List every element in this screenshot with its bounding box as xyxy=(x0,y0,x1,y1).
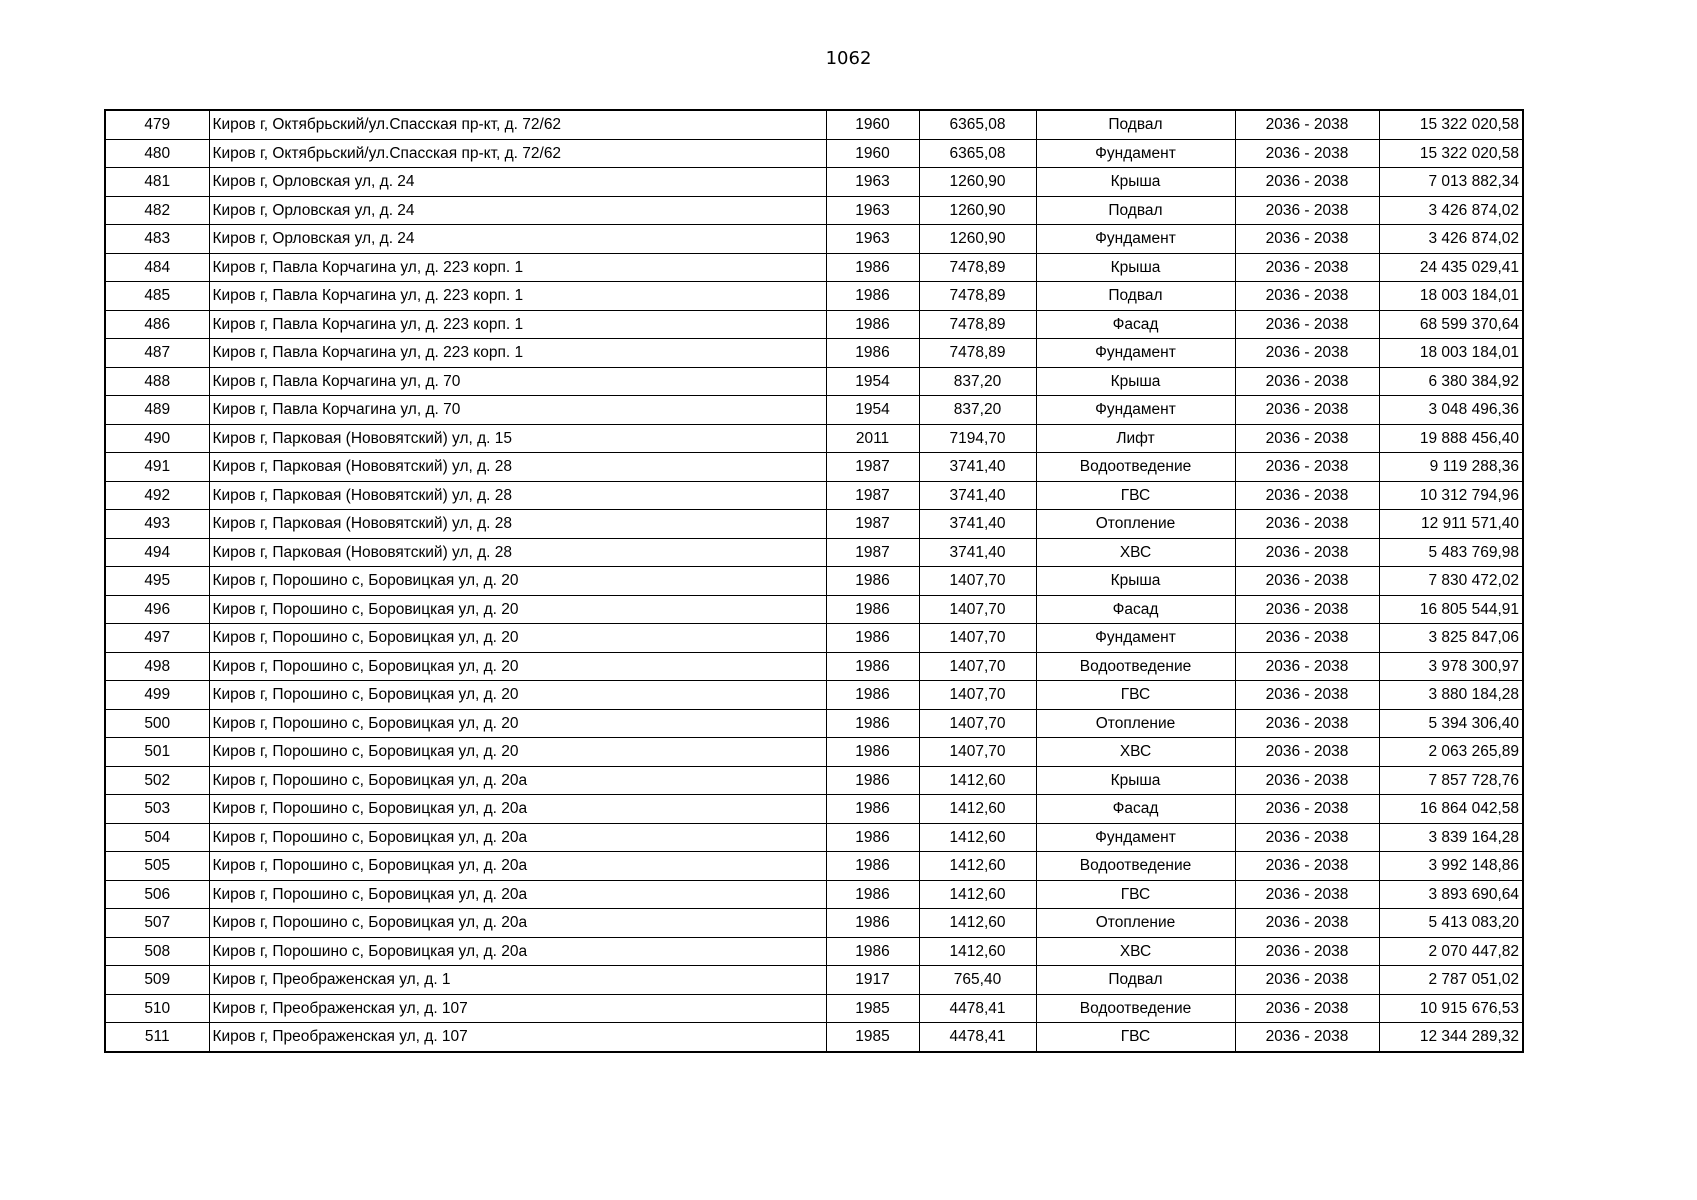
row-period: 2036 - 2038 xyxy=(1235,339,1379,368)
row-work-type: Подвал xyxy=(1036,966,1235,995)
row-area: 837,20 xyxy=(919,367,1036,396)
row-address: Киров г, Порошино с, Боровицкая ул, д. 20 xyxy=(209,681,826,710)
table-row xyxy=(105,937,1523,966)
table-row xyxy=(105,282,1523,311)
row-period: 2036 - 2038 xyxy=(1235,139,1379,168)
row-period: 2036 - 2038 xyxy=(1235,367,1379,396)
row-number: 481 xyxy=(105,168,209,197)
table-row xyxy=(105,624,1523,653)
table-row xyxy=(105,168,1523,197)
row-number: 487 xyxy=(105,339,209,368)
row-work-type: Крыша xyxy=(1036,367,1235,396)
row-address: Киров г, Преображенская ул, д. 1 xyxy=(209,966,826,995)
row-year: 1986 xyxy=(826,310,919,339)
row-number: 485 xyxy=(105,282,209,311)
row-address: Киров г, Порошино с, Боровицкая ул, д. 20а xyxy=(209,795,826,824)
table-row xyxy=(105,681,1523,710)
row-year: 1985 xyxy=(826,994,919,1023)
row-address: Киров г, Орловская ул, д. 24 xyxy=(209,168,826,197)
row-cost: 2 787 051,02 xyxy=(1379,966,1523,995)
table-row xyxy=(105,481,1523,510)
row-cost: 6 380 384,92 xyxy=(1379,367,1523,396)
row-work-type: Фундамент xyxy=(1036,396,1235,425)
row-address: Киров г, Павла Корчагина ул, д. 223 корп. 1 xyxy=(209,310,826,339)
row-address: Киров г, Парковая (Нововятский) ул, д. 28 xyxy=(209,538,826,567)
row-area: 1407,70 xyxy=(919,567,1036,596)
row-number: 504 xyxy=(105,823,209,852)
row-area: 3741,40 xyxy=(919,538,1036,567)
row-number: 501 xyxy=(105,738,209,767)
row-cost: 3 048 496,36 xyxy=(1379,396,1523,425)
row-year: 1986 xyxy=(826,880,919,909)
table-row xyxy=(105,110,1523,139)
row-cost: 3 978 300,97 xyxy=(1379,652,1523,681)
row-area: 1412,60 xyxy=(919,852,1036,881)
row-cost: 3 426 874,02 xyxy=(1379,196,1523,225)
row-address: Киров г, Порошино с, Боровицкая ул, д. 20 xyxy=(209,738,826,767)
row-year: 1963 xyxy=(826,225,919,254)
row-year: 1986 xyxy=(826,766,919,795)
row-year: 1986 xyxy=(826,823,919,852)
table-row xyxy=(105,510,1523,539)
row-year: 1987 xyxy=(826,453,919,482)
row-area: 1412,60 xyxy=(919,909,1036,938)
row-year: 1986 xyxy=(826,681,919,710)
table-row xyxy=(105,823,1523,852)
row-year: 1986 xyxy=(826,567,919,596)
row-address: Киров г, Павла Корчагина ул, д. 223 корп. 1 xyxy=(209,253,826,282)
row-address: Киров г, Октябрьский/ул.Спасская пр-кт, д. 72/62 xyxy=(209,110,826,139)
row-address: Киров г, Порошино с, Боровицкая ул, д. 20 xyxy=(209,624,826,653)
row-year: 1987 xyxy=(826,481,919,510)
row-cost: 7 857 728,76 xyxy=(1379,766,1523,795)
row-address: Киров г, Орловская ул, д. 24 xyxy=(209,196,826,225)
row-cost: 9 119 288,36 xyxy=(1379,453,1523,482)
row-address: Киров г, Порошино с, Боровицкая ул, д. 20 xyxy=(209,567,826,596)
row-cost: 5 483 769,98 xyxy=(1379,538,1523,567)
row-period: 2036 - 2038 xyxy=(1235,538,1379,567)
row-area: 7478,89 xyxy=(919,310,1036,339)
row-period: 2036 - 2038 xyxy=(1235,652,1379,681)
row-work-type: ХВС xyxy=(1036,937,1235,966)
row-work-type: ГВС xyxy=(1036,681,1235,710)
row-cost: 7 013 882,34 xyxy=(1379,168,1523,197)
row-work-type: Лифт xyxy=(1036,424,1235,453)
row-address: Киров г, Преображенская ул, д. 107 xyxy=(209,1023,826,1052)
row-address: Киров г, Парковая (Нововятский) ул, д. 28 xyxy=(209,510,826,539)
row-year: 1986 xyxy=(826,852,919,881)
row-cost: 3 893 690,64 xyxy=(1379,880,1523,909)
row-year: 1986 xyxy=(826,909,919,938)
table-row xyxy=(105,880,1523,909)
row-year: 1954 xyxy=(826,367,919,396)
row-period: 2036 - 2038 xyxy=(1235,595,1379,624)
table-row xyxy=(105,652,1523,681)
row-work-type: Крыша xyxy=(1036,766,1235,795)
row-area: 765,40 xyxy=(919,966,1036,995)
table-row xyxy=(105,738,1523,767)
row-year: 1986 xyxy=(826,652,919,681)
row-year: 1986 xyxy=(826,595,919,624)
row-period: 2036 - 2038 xyxy=(1235,510,1379,539)
row-year: 1954 xyxy=(826,396,919,425)
row-work-type: Подвал xyxy=(1036,196,1235,225)
row-number: 506 xyxy=(105,880,209,909)
row-period: 2036 - 2038 xyxy=(1235,795,1379,824)
row-work-type: Фундамент xyxy=(1036,339,1235,368)
row-cost: 3 880 184,28 xyxy=(1379,681,1523,710)
row-period: 2036 - 2038 xyxy=(1235,909,1379,938)
table-body xyxy=(105,110,1523,1052)
row-year: 1986 xyxy=(826,738,919,767)
row-area: 6365,08 xyxy=(919,139,1036,168)
row-address: Киров г, Павла Корчагина ул, д. 223 корп. 1 xyxy=(209,339,826,368)
row-area: 1412,60 xyxy=(919,766,1036,795)
row-work-type: Фундамент xyxy=(1036,624,1235,653)
row-area: 1260,90 xyxy=(919,168,1036,197)
row-work-type: Отопление xyxy=(1036,510,1235,539)
row-work-type: ГВС xyxy=(1036,481,1235,510)
row-number: 491 xyxy=(105,453,209,482)
row-number: 511 xyxy=(105,1023,209,1052)
row-address: Киров г, Порошино с, Боровицкая ул, д. 20 xyxy=(209,709,826,738)
row-period: 2036 - 2038 xyxy=(1235,481,1379,510)
table-row xyxy=(105,139,1523,168)
row-cost: 16 864 042,58 xyxy=(1379,795,1523,824)
row-year: 1986 xyxy=(826,624,919,653)
row-year: 1960 xyxy=(826,110,919,139)
row-address: Киров г, Порошино с, Боровицкая ул, д. 20 xyxy=(209,595,826,624)
row-year: 1917 xyxy=(826,966,919,995)
row-cost: 5 413 083,20 xyxy=(1379,909,1523,938)
row-number: 496 xyxy=(105,595,209,624)
row-cost: 12 911 571,40 xyxy=(1379,510,1523,539)
row-address: Киров г, Порошино с, Боровицкая ул, д. 20а xyxy=(209,852,826,881)
row-work-type: Водоотведение xyxy=(1036,852,1235,881)
row-work-type: Фасад xyxy=(1036,795,1235,824)
row-period: 2036 - 2038 xyxy=(1235,766,1379,795)
row-area: 1412,60 xyxy=(919,937,1036,966)
row-year: 1963 xyxy=(826,196,919,225)
row-work-type: Крыша xyxy=(1036,567,1235,596)
row-number: 488 xyxy=(105,367,209,396)
row-cost: 3 992 148,86 xyxy=(1379,852,1523,881)
table-row xyxy=(105,339,1523,368)
row-period: 2036 - 2038 xyxy=(1235,681,1379,710)
row-work-type: Водоотведение xyxy=(1036,994,1235,1023)
row-area: 1412,60 xyxy=(919,795,1036,824)
row-work-type: ГВС xyxy=(1036,1023,1235,1052)
row-work-type: ХВС xyxy=(1036,738,1235,767)
row-address: Киров г, Павла Корчагина ул, д. 223 корп. 1 xyxy=(209,282,826,311)
table-row xyxy=(105,766,1523,795)
row-area: 7194,70 xyxy=(919,424,1036,453)
row-year: 1963 xyxy=(826,168,919,197)
row-address: Киров г, Порошино с, Боровицкая ул, д. 20 xyxy=(209,652,826,681)
row-period: 2036 - 2038 xyxy=(1235,624,1379,653)
row-number: 480 xyxy=(105,139,209,168)
row-work-type: Фасад xyxy=(1036,310,1235,339)
row-period: 2036 - 2038 xyxy=(1235,1023,1379,1052)
table-row xyxy=(105,424,1523,453)
row-address: Киров г, Парковая (Нововятский) ул, д. 28 xyxy=(209,481,826,510)
row-year: 1986 xyxy=(826,795,919,824)
row-period: 2036 - 2038 xyxy=(1235,880,1379,909)
table-row xyxy=(105,795,1523,824)
row-address: Киров г, Парковая (Нововятский) ул, д. 28 xyxy=(209,453,826,482)
row-area: 1412,60 xyxy=(919,823,1036,852)
row-area: 1260,90 xyxy=(919,225,1036,254)
row-work-type: Фундамент xyxy=(1036,823,1235,852)
row-period: 2036 - 2038 xyxy=(1235,225,1379,254)
row-area: 1407,70 xyxy=(919,595,1036,624)
row-period: 2036 - 2038 xyxy=(1235,282,1379,311)
row-period: 2036 - 2038 xyxy=(1235,966,1379,995)
row-area: 4478,41 xyxy=(919,1023,1036,1052)
row-area: 1260,90 xyxy=(919,196,1036,225)
row-year: 1986 xyxy=(826,253,919,282)
table-row xyxy=(105,225,1523,254)
table-row xyxy=(105,567,1523,596)
row-period: 2036 - 2038 xyxy=(1235,453,1379,482)
table-row xyxy=(105,538,1523,567)
table-row xyxy=(105,196,1523,225)
row-number: 505 xyxy=(105,852,209,881)
row-area: 3741,40 xyxy=(919,510,1036,539)
table-row xyxy=(105,310,1523,339)
row-year: 2011 xyxy=(826,424,919,453)
table-row xyxy=(105,367,1523,396)
table-row xyxy=(105,595,1523,624)
row-cost: 24 435 029,41 xyxy=(1379,253,1523,282)
row-area: 1407,70 xyxy=(919,624,1036,653)
table-row xyxy=(105,852,1523,881)
row-area: 1412,60 xyxy=(919,880,1036,909)
row-address: Киров г, Порошино с, Боровицкая ул, д. 20а xyxy=(209,766,826,795)
row-number: 498 xyxy=(105,652,209,681)
row-number: 509 xyxy=(105,966,209,995)
row-year: 1987 xyxy=(826,510,919,539)
row-number: 484 xyxy=(105,253,209,282)
row-number: 490 xyxy=(105,424,209,453)
row-cost: 2 063 265,89 xyxy=(1379,738,1523,767)
row-period: 2036 - 2038 xyxy=(1235,310,1379,339)
row-number: 489 xyxy=(105,396,209,425)
row-number: 493 xyxy=(105,510,209,539)
row-work-type: Крыша xyxy=(1036,253,1235,282)
row-cost: 12 344 289,32 xyxy=(1379,1023,1523,1052)
row-area: 3741,40 xyxy=(919,453,1036,482)
row-cost: 7 830 472,02 xyxy=(1379,567,1523,596)
row-year: 1986 xyxy=(826,282,919,311)
row-period: 2036 - 2038 xyxy=(1235,852,1379,881)
row-year: 1986 xyxy=(826,937,919,966)
row-number: 483 xyxy=(105,225,209,254)
row-address: Киров г, Преображенская ул, д. 107 xyxy=(209,994,826,1023)
row-number: 495 xyxy=(105,567,209,596)
row-work-type: ХВС xyxy=(1036,538,1235,567)
row-year: 1986 xyxy=(826,709,919,738)
row-address: Киров г, Порошино с, Боровицкая ул, д. 20а xyxy=(209,937,826,966)
row-work-type: Подвал xyxy=(1036,282,1235,311)
row-work-type: Отопление xyxy=(1036,909,1235,938)
row-cost: 16 805 544,91 xyxy=(1379,595,1523,624)
row-cost: 15 322 020,58 xyxy=(1379,110,1523,139)
row-period: 2036 - 2038 xyxy=(1235,424,1379,453)
row-year: 1960 xyxy=(826,139,919,168)
row-work-type: Фундамент xyxy=(1036,225,1235,254)
row-cost: 3 839 164,28 xyxy=(1379,823,1523,852)
table-row xyxy=(105,253,1523,282)
row-number: 497 xyxy=(105,624,209,653)
row-year: 1987 xyxy=(826,538,919,567)
row-cost: 18 003 184,01 xyxy=(1379,282,1523,311)
row-number: 507 xyxy=(105,909,209,938)
row-area: 7478,89 xyxy=(919,339,1036,368)
data-table xyxy=(104,109,1524,1053)
row-area: 6365,08 xyxy=(919,110,1036,139)
row-work-type: Водоотведение xyxy=(1036,652,1235,681)
row-address: Киров г, Порошино с, Боровицкая ул, д. 20а xyxy=(209,823,826,852)
row-cost: 5 394 306,40 xyxy=(1379,709,1523,738)
table-row xyxy=(105,966,1523,995)
row-period: 2036 - 2038 xyxy=(1235,168,1379,197)
row-address: Киров г, Парковая (Нововятский) ул, д. 15 xyxy=(209,424,826,453)
row-work-type: Подвал xyxy=(1036,110,1235,139)
row-number: 503 xyxy=(105,795,209,824)
row-cost: 2 070 447,82 xyxy=(1379,937,1523,966)
row-number: 499 xyxy=(105,681,209,710)
row-period: 2036 - 2038 xyxy=(1235,196,1379,225)
row-cost: 3 426 874,02 xyxy=(1379,225,1523,254)
row-work-type: Отопление xyxy=(1036,709,1235,738)
row-cost: 10 915 676,53 xyxy=(1379,994,1523,1023)
row-year: 1985 xyxy=(826,1023,919,1052)
row-number: 482 xyxy=(105,196,209,225)
row-area: 4478,41 xyxy=(919,994,1036,1023)
row-work-type: Фасад xyxy=(1036,595,1235,624)
row-area: 1407,70 xyxy=(919,652,1036,681)
row-number: 494 xyxy=(105,538,209,567)
row-year: 1986 xyxy=(826,339,919,368)
row-area: 7478,89 xyxy=(919,253,1036,282)
row-number: 492 xyxy=(105,481,209,510)
table-row xyxy=(105,1023,1523,1052)
row-area: 1407,70 xyxy=(919,681,1036,710)
table-row xyxy=(105,909,1523,938)
row-address: Киров г, Октябрьский/ул.Спасская пр-кт, д. 72/62 xyxy=(209,139,826,168)
row-period: 2036 - 2038 xyxy=(1235,823,1379,852)
table-row xyxy=(105,709,1523,738)
row-address: Киров г, Павла Корчагина ул, д. 70 xyxy=(209,396,826,425)
row-work-type: Крыша xyxy=(1036,168,1235,197)
row-work-type: ГВС xyxy=(1036,880,1235,909)
row-number: 479 xyxy=(105,110,209,139)
row-cost: 18 003 184,01 xyxy=(1379,339,1523,368)
row-period: 2036 - 2038 xyxy=(1235,709,1379,738)
page-number: 1062 xyxy=(825,48,872,69)
row-number: 500 xyxy=(105,709,209,738)
row-period: 2036 - 2038 xyxy=(1235,110,1379,139)
row-cost: 19 888 456,40 xyxy=(1379,424,1523,453)
row-period: 2036 - 2038 xyxy=(1235,937,1379,966)
row-number: 510 xyxy=(105,994,209,1023)
row-period: 2036 - 2038 xyxy=(1235,994,1379,1023)
row-number: 502 xyxy=(105,766,209,795)
row-address: Киров г, Порошино с, Боровицкая ул, д. 20а xyxy=(209,909,826,938)
row-address: Киров г, Порошино с, Боровицкая ул, д. 20а xyxy=(209,880,826,909)
row-area: 1407,70 xyxy=(919,738,1036,767)
row-period: 2036 - 2038 xyxy=(1235,396,1379,425)
row-period: 2036 - 2038 xyxy=(1235,738,1379,767)
row-address: Киров г, Орловская ул, д. 24 xyxy=(209,225,826,254)
row-area: 3741,40 xyxy=(919,481,1036,510)
row-cost: 3 825 847,06 xyxy=(1379,624,1523,653)
row-cost: 10 312 794,96 xyxy=(1379,481,1523,510)
row-area: 837,20 xyxy=(919,396,1036,425)
row-cost: 15 322 020,58 xyxy=(1379,139,1523,168)
row-number: 508 xyxy=(105,937,209,966)
row-area: 1407,70 xyxy=(919,709,1036,738)
table-row xyxy=(105,994,1523,1023)
row-number: 486 xyxy=(105,310,209,339)
row-address: Киров г, Павла Корчагина ул, д. 70 xyxy=(209,367,826,396)
table-row xyxy=(105,396,1523,425)
row-cost: 68 599 370,64 xyxy=(1379,310,1523,339)
row-area: 7478,89 xyxy=(919,282,1036,311)
row-period: 2036 - 2038 xyxy=(1235,253,1379,282)
row-period: 2036 - 2038 xyxy=(1235,567,1379,596)
row-work-type: Водоотведение xyxy=(1036,453,1235,482)
row-work-type: Фундамент xyxy=(1036,139,1235,168)
table-row xyxy=(105,453,1523,482)
